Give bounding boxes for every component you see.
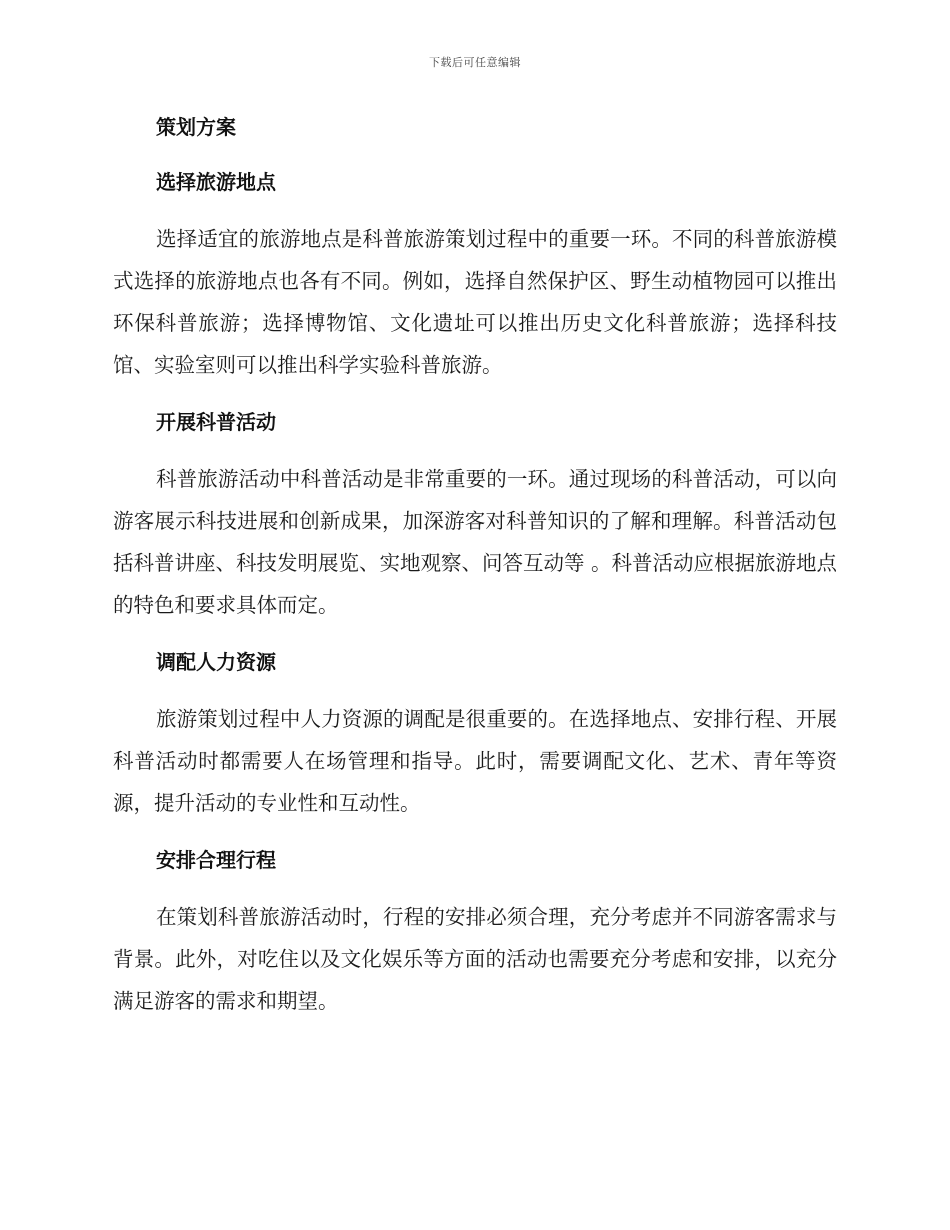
section-heading-itinerary: 安排合理行程 bbox=[156, 848, 276, 872]
page-header: 下载后可任意编辑 bbox=[429, 56, 521, 69]
document-title: 策划方案 bbox=[156, 115, 236, 139]
section-heading-location: 选择旅游地点 bbox=[156, 170, 276, 194]
section-body-itinerary: 在策划科普旅游活动时，行程的安排必须合理，充分考虑并不同游客需求与背景。此外，对吃住以及文化娱乐等方面的活动也需要充分考虑和安排，以充分满足游客的需求和期望。 bbox=[113, 905, 837, 1013]
section-heading-activities: 开展科普活动 bbox=[156, 410, 276, 434]
section-body-activities: 科普旅游活动中科普活动是非常重要的一环。通过现场的科普活动，可以向游客展示科技进展和创新成果，加深游客对科普知识的了解和理解。科普活动包括科普讲座、科技发明展览、实地观察、问答互动等 。科普活动应根据旅游地点的特色和要求具体而定。 bbox=[113, 467, 838, 617]
section-body-staffing: 旅游策划过程中人力资源的调配是很重要的。在选择地点、安排行程、开展科普活动时都需要人在场管理和指导。此时，需要调配文化、艺术、青年等资源，提升活动的专业性和互动性。 bbox=[113, 707, 837, 815]
section-heading-staffing: 调配人力资源 bbox=[156, 650, 276, 674]
document-body bbox=[113, 108, 837, 1039]
section-body-location: 选择适宜的旅游地点是科普旅游策划过程中的重要一环。不同的科普旅游模式选择的旅游地点也各有不同。例如，选择自然保护区、野生动植物园可以推出环保科普旅游；选择博物馆、文化遗址可以推出历史文化科普旅游；选择科技馆、实验室则可以推出科学实验科普旅游。 bbox=[113, 227, 837, 377]
